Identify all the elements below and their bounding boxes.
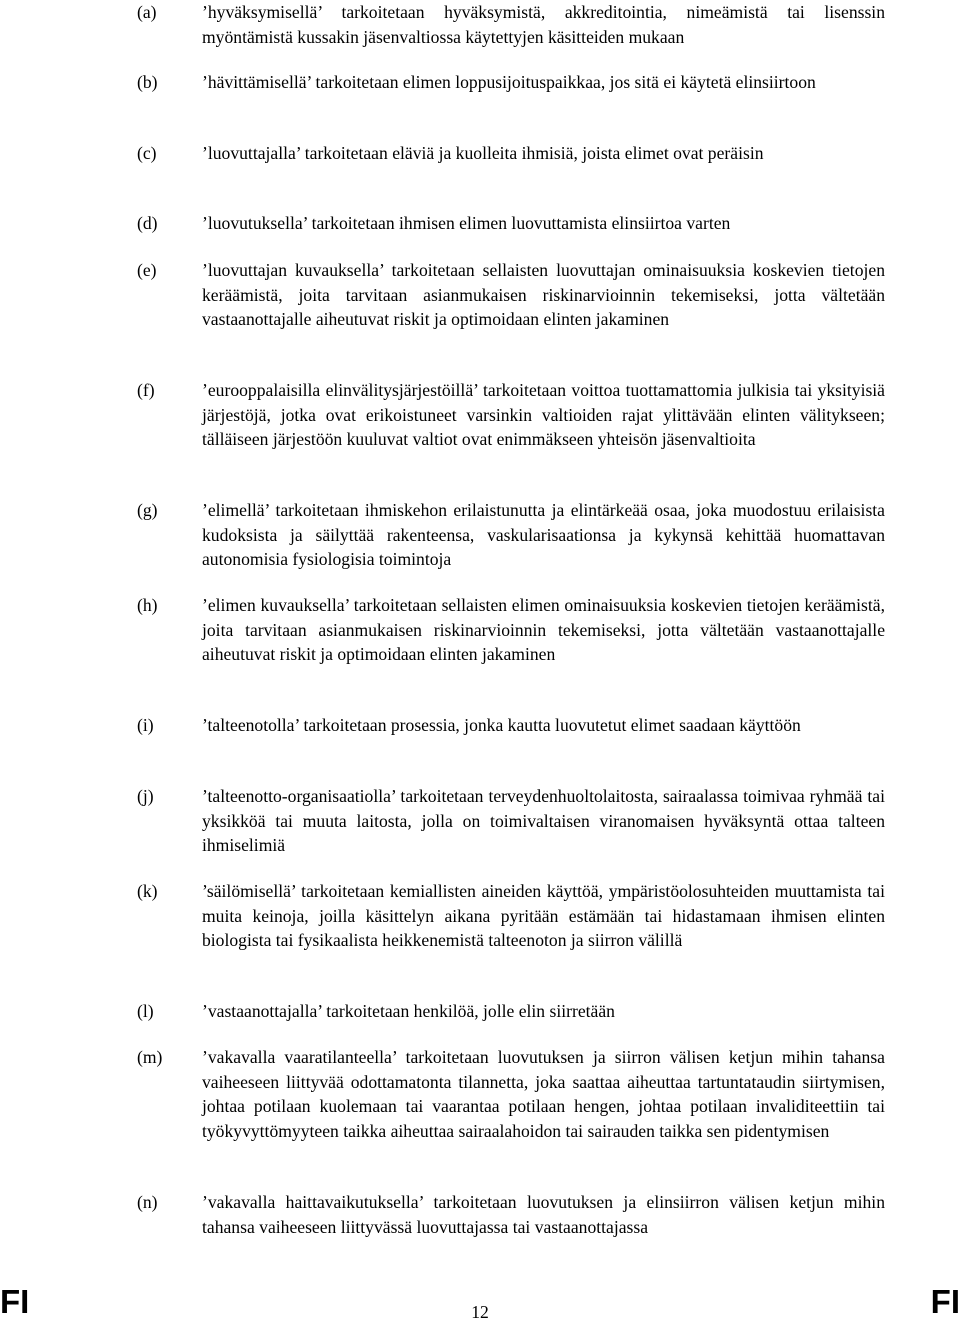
definition-label: (m) <box>137 1047 163 1067</box>
definition-label: (h) <box>137 595 158 615</box>
footer-language-code-left: FI <box>0 1283 30 1320</box>
definition-text: ’eurooppalaisilla elinvälitysjärjestöillä’ tarkoitetaan voittoa tuottamattomia julkisia tai yksityisiä järjestöjä, jotka ovat erikoistuneet varsinkin valtioiden rajat ylittävään elinten välitykseen; tälläiseen järjestöön kuuluvat valtiot ovat enimmäkseen yhteisön jäsenvaltioita <box>202 380 885 449</box>
definition-text: ’talteenotto-organisaatiolla’ tarkoitetaan terveydenhuoltolaitosta, sairaalassa toimivaa ryhmää tai yksikköä tai muuta laitosta, jolla on toimivaltaisen viranomaisen hyväksyntä ottaa talteen ihmiselimiä <box>202 786 885 855</box>
definition-text: ’luovuttajan kuvauksella’ tarkoitetaan sellaisten luovuttajan ominaisuuksia koskevien tietojen keräämistä, joita tarvitaan asianmukaisen riskinarvioinnin tekemiseksi, jotta vältetään vastaanottajalle aiheutuvat riskit ja optimoidaan elinten jakaminen <box>202 260 885 329</box>
definition-text: ’elimellä’ tarkoitetaan ihmiskehon erilaistunutta ja elintärkeää osaa, joka muodostuu erilaisista kudoksista ja säilyttää rakenteensa, vaskularisaationsa ja kykynsä kehittää huomattavan autonomisia fysiologisia toimintoja <box>202 500 885 569</box>
definition-label: (a) <box>137 2 157 22</box>
definition-text: ’hyväksymisellä’ tarkoitetaan hyväksymistä, akkreditointia, nimeämistä tai lisenssin myöntämistä kussakin jäsenvaltiossa käytettyjen käsitteiden mukaan <box>202 2 885 47</box>
definition-text: ’luovuttajalla’ tarkoitetaan eläviä ja kuolleita ihmisiä, joista elimet ovat peräisin <box>202 143 764 163</box>
page-number: 12 <box>471 1302 489 1322</box>
definition-text: ’talteenotolla’ tarkoitetaan prosessia, jonka kautta luovutetut elimet saadaan käyttöön <box>202 715 801 735</box>
definition-label: (l) <box>137 1001 154 1021</box>
definition-label: (e) <box>137 260 157 280</box>
definition-text: ’vakavalla vaaratilanteella’ tarkoitetaan luovutuksen ja siirron välisen ketjun mihin tahansa vaiheeseen liittyvää odottamatonta tilannetta, joka saattaa aiheuttaa tartuntataudin siirtymisen, johtaa potilaan kuolemaan tai vaarantaa potilaan hengen, johtaa potilaan invaliditeettiin tai työkyvyttömyyteen taikka aiheuttaa sairaalahoidon tai sairauden taikka sen pidentymisen <box>202 1047 885 1141</box>
definition-label: (g) <box>137 500 158 520</box>
footer-language-code-right: FI <box>930 1283 960 1320</box>
definition-label: (d) <box>137 213 158 233</box>
definition-label: (k) <box>137 881 158 901</box>
definition-label: (c) <box>137 143 157 163</box>
definition-text: ’säilömisellä’ tarkoitetaan kemiallisten aineiden käyttöä, ympäristöolosuhteiden muuttamista tai muita keinoja, joilla käsittelyn aikana pyritään estämään tai hidastamaan ihmisen elinten biologista tai fysikaalista heikkenemistä talteenoton ja siirron välillä <box>202 881 885 950</box>
definition-label: (b) <box>137 72 158 92</box>
definition-label: (n) <box>137 1192 158 1212</box>
definition-label: (f) <box>137 380 155 400</box>
definition-text: ’hävittämisellä’ tarkoitetaan elimen loppusijoituspaikkaa, jos sitä ei käytetä elinsiirtoon <box>202 72 816 92</box>
definition-label: (i) <box>137 715 154 735</box>
definition-text: ’elimen kuvauksella’ tarkoitetaan sellaisten elimen ominaisuuksia koskevien tietojen keräämistä, joita tarvitaan asianmukaisen riskinarvioinnin tekemiseksi, jotta vältetään vastaanottajalle aiheutuvat riskit ja optimoidaan elinten jakaminen <box>202 595 885 664</box>
definition-text: ’vastaanottajalla’ tarkoitetaan henkilöä, jolle elin siirretään <box>202 1001 615 1021</box>
definition-label: (j) <box>137 786 154 806</box>
definition-text: ’luovutuksella’ tarkoitetaan ihmisen elimen luovuttamista elinsiirtoa varten <box>202 213 731 233</box>
definition-text: ’vakavalla haittavaikutuksella’ tarkoitetaan luovutuksen ja elinsiirron välisen ketjun mihin tahansa vaiheeseen liittyvässä luovuttajassa tai vastaanottajassa <box>202 1192 885 1237</box>
